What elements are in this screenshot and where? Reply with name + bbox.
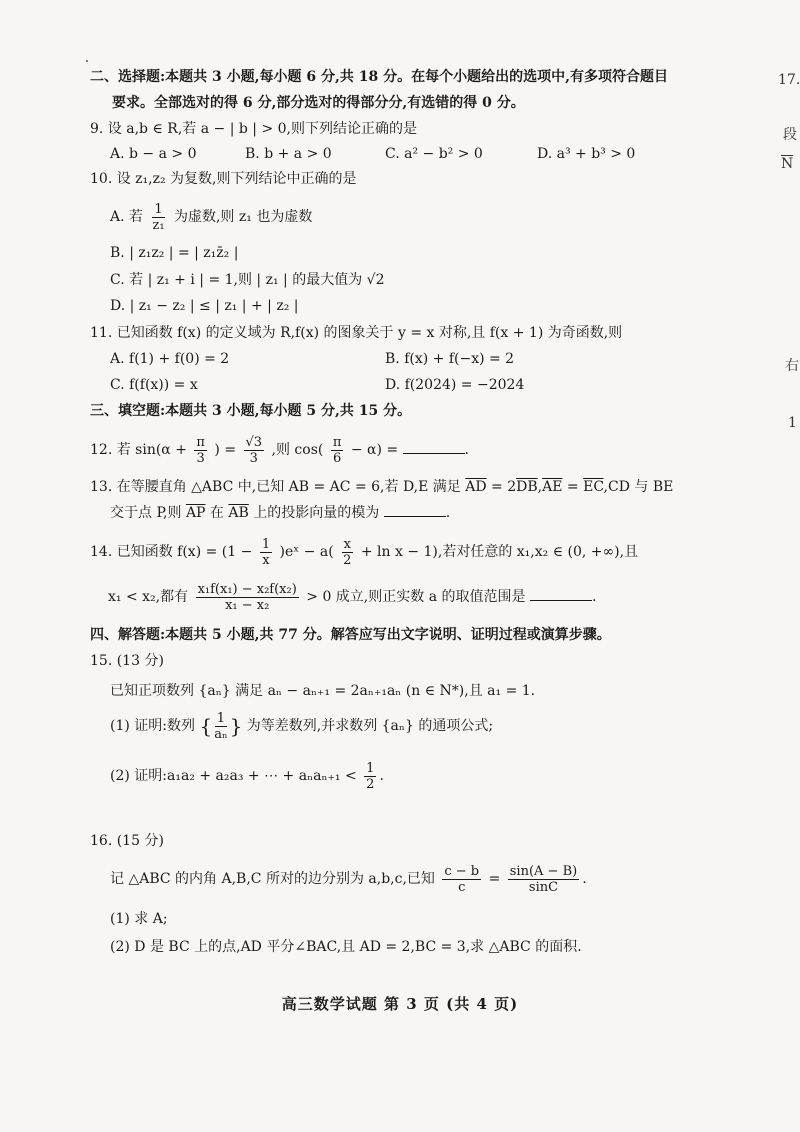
q12-fraction-1 bbox=[194, 435, 207, 466]
q15-part1-pre: (1) 证明:数列 bbox=[110, 718, 195, 734]
q10-option-d: D. | z₁ − z₂ | ≤ | z₁ | + | z₂ | bbox=[110, 298, 299, 314]
vector-ab: $\overline{AB}$ bbox=[228, 505, 249, 521]
q16-fraction-2 bbox=[508, 864, 579, 895]
q12-post: − α) = bbox=[350, 442, 399, 458]
fraction-denominator: 2 bbox=[366, 776, 375, 792]
q14-line2-b: > 0 成立,则正实数 a 的取值范围是 bbox=[306, 589, 526, 605]
q9-option-a: A. b − a > 0 bbox=[110, 146, 197, 162]
q15-part1-fraction bbox=[212, 711, 229, 742]
fraction-denominator: sinC bbox=[528, 879, 559, 895]
q14-fraction-1 bbox=[260, 537, 272, 568]
q14-fraction-3 bbox=[196, 582, 299, 613]
margin-text-3: $\overline{N}$ bbox=[781, 156, 794, 172]
q12-line bbox=[90, 432, 469, 468]
q14-post1: + ln x − 1),若对任意的 x₁,x₂ ∈ (0, +∞),且 bbox=[360, 544, 639, 560]
q10-option-a-fraction bbox=[150, 202, 166, 233]
q10-option-a bbox=[110, 200, 312, 234]
vector-db: $\overline{DB}$ bbox=[516, 479, 538, 495]
fraction-denominator: 2 bbox=[343, 552, 352, 568]
q10-option-b: B. | z₁z₂ | = | z₁z̄₂ | bbox=[110, 245, 239, 261]
fraction-numerator: π bbox=[196, 434, 205, 450]
brace-right: } bbox=[229, 714, 243, 738]
q15-part1 bbox=[110, 708, 493, 744]
q13-eq1: = 2 bbox=[486, 479, 517, 495]
fraction-numerator: √3 bbox=[245, 434, 263, 450]
q11-option-c: C. f(f(x)) = x bbox=[110, 377, 198, 393]
q9-option-c: C. a² − b² > 0 bbox=[385, 146, 483, 162]
q9-option-b: B. b + a > 0 bbox=[245, 146, 332, 162]
q10-option-a-pre: A. 若 bbox=[110, 209, 144, 225]
q10-option-a-post: 为虚数,则 z₁ 也为虚数 bbox=[173, 209, 313, 225]
q12-answer-blank[interactable] bbox=[403, 441, 465, 454]
fraction-denominator: aₙ bbox=[214, 726, 228, 742]
fraction-denominator: x₁ − x₂ bbox=[225, 597, 270, 613]
q16-title: 16. (15 分) bbox=[90, 833, 164, 849]
q13-line1 bbox=[90, 478, 673, 496]
section2-header-line1: 二、选择题:本题共 3 小题,每小题 6 分,共 18 分。在每个小题给出的选项中,有多项符合题目 bbox=[90, 69, 668, 85]
fraction-numerator: 1 bbox=[216, 710, 226, 726]
vector-ad: $\overline{AD}$ bbox=[465, 479, 487, 495]
q14-line2 bbox=[108, 578, 596, 616]
vector-ec: $\overline{EC}$ bbox=[583, 479, 604, 495]
q11-option-d: D. f(2024) = −2024 bbox=[385, 377, 525, 393]
q13-eq2: = bbox=[562, 479, 584, 495]
q15-part2-fraction bbox=[364, 761, 376, 792]
q16-fraction-1 bbox=[442, 864, 481, 895]
fraction-numerator: π bbox=[332, 434, 342, 450]
q9-option-d: D. a³ + b³ > 0 bbox=[537, 146, 636, 162]
fraction-denominator: 6 bbox=[332, 450, 342, 466]
section3-header: 三、填空题:本题共 3 小题,每小题 5 分,共 15 分。 bbox=[90, 403, 412, 419]
fraction-denominator: 3 bbox=[249, 450, 258, 466]
margin-text-5: 1 bbox=[788, 415, 797, 431]
q13-line1-b: ,CD 与 BE bbox=[603, 479, 674, 495]
q13-line2-b: 在 bbox=[209, 505, 224, 521]
q13-line1-a: 13. 在等腰直角 △ABC 中,已知 AB = AC = 6,若 D,E 满足 bbox=[90, 479, 461, 495]
q15-part2-end: . bbox=[379, 768, 384, 784]
q12-mid2: ,则 cos( bbox=[271, 442, 324, 458]
q14-answer-blank[interactable] bbox=[530, 588, 592, 601]
q15-part2 bbox=[110, 758, 384, 794]
fraction-numerator: 1 bbox=[366, 760, 375, 776]
q14-fraction-2 bbox=[341, 537, 353, 568]
fraction-numerator: x₁f(x₁) − x₂f(x₂) bbox=[197, 581, 297, 597]
margin-text-1: 17. bbox=[778, 72, 800, 88]
fraction-denominator: z₁ bbox=[152, 217, 165, 233]
section4-header: 四、解答题:本题共 5 小题,共 77 分。解答应写出文字说明、证明过程或演算步骤。 bbox=[90, 627, 611, 643]
q13-line2-a: 交于点 P,则 bbox=[110, 505, 182, 521]
fraction-denominator: c bbox=[458, 879, 466, 895]
q9-stem: 9. 设 a,b ∈ R,若 a − | b | > 0,则下列结论正确的是 bbox=[90, 121, 417, 137]
fraction-numerator: x bbox=[343, 536, 351, 552]
q14-line1 bbox=[90, 534, 638, 570]
q11-option-a: A. f(1) + f(0) = 2 bbox=[110, 351, 230, 367]
fraction-numerator: sin(A − B) bbox=[509, 863, 578, 879]
vector-ae: $\overline{AE}$ bbox=[542, 479, 563, 495]
speck bbox=[86, 60, 88, 62]
q12-end: . bbox=[464, 442, 469, 458]
q11-option-b: B. f(x) + f(−x) = 2 bbox=[385, 351, 515, 367]
q14-line2-a: x₁ < x₂,都有 bbox=[108, 589, 189, 605]
q16-given-end: . bbox=[582, 871, 587, 887]
q13-line2-c: 上的投影向量的模为 bbox=[253, 505, 380, 521]
q15-part2-pre: (2) 证明:a₁a₂ + a₂a₃ + ⋯ + aₙaₙ₊₁ < bbox=[110, 768, 357, 784]
q13-sep: , bbox=[537, 479, 543, 495]
fraction-denominator: x bbox=[262, 552, 270, 568]
q14-pre: 14. 已知函数 f(x) = (1 − bbox=[90, 544, 253, 560]
fraction-numerator: 1 bbox=[154, 201, 163, 217]
fraction-numerator: c − b bbox=[444, 863, 480, 879]
brace-left: { bbox=[199, 714, 213, 738]
q14-end: . bbox=[591, 589, 597, 605]
vector-ap: $\overline{AP}$ bbox=[185, 505, 206, 521]
margin-text-4: 右 bbox=[785, 358, 799, 374]
q10-stem: 10. 设 z₁,z₂ 为复数,则下列结论中正确的是 bbox=[90, 171, 357, 187]
q16-part1: (1) 求 A; bbox=[110, 911, 168, 927]
q12-pre: 12. 若 sin(α + bbox=[90, 442, 187, 458]
fraction-denominator: 3 bbox=[196, 450, 205, 466]
q12-fraction-3 bbox=[331, 435, 344, 466]
q15-part1-post: 为等差数列,并求数列 {aₙ} 的通项公式; bbox=[246, 718, 494, 734]
q15-title: 15. (13 分) bbox=[90, 653, 164, 669]
q16-given-pre: 记 △ABC 的内角 A,B,C 所对的边分别为 a,b,c,已知 bbox=[110, 871, 435, 887]
q11-stem: 11. 已知函数 f(x) 的定义域为 R,f(x) 的图象关于 y = x 对称,且 f(x + 1) 为奇函数,则 bbox=[90, 325, 623, 341]
q13-answer-blank[interactable] bbox=[384, 504, 446, 517]
q13-end: . bbox=[445, 505, 451, 521]
q15-given: 已知正项数列 {aₙ} 满足 aₙ − aₙ₊₁ = 2aₙ₊₁aₙ (n ∈ N*),且 a₁ = 1. bbox=[110, 683, 536, 699]
fraction-numerator: 1 bbox=[261, 536, 271, 552]
section2-header-line2: 要求。全部选对的得 6 分,部分选对的得部分分,有选错的得 0 分。 bbox=[112, 95, 525, 111]
q13-line2 bbox=[110, 504, 450, 522]
margin-text-2: 段 bbox=[783, 127, 797, 143]
page-footer: 高三数学试题 第 3 页 (共 4 页) bbox=[281, 995, 519, 1013]
q14-mid1: )eˣ − a( bbox=[279, 544, 334, 560]
q12-mid1: ) = bbox=[214, 442, 237, 458]
q10-option-c: C. 若 | z₁ + i | = 1,则 | z₁ | 的最大值为 √2 bbox=[110, 272, 385, 288]
q12-fraction-2 bbox=[244, 435, 265, 466]
q16-part2: (2) D 是 BC 上的点,AD 平分∠BAC,且 AD = 2,BC = 3,求 △ABC 的面积. bbox=[110, 939, 582, 955]
q16-given bbox=[110, 860, 587, 898]
q16-eq: = bbox=[488, 871, 501, 887]
